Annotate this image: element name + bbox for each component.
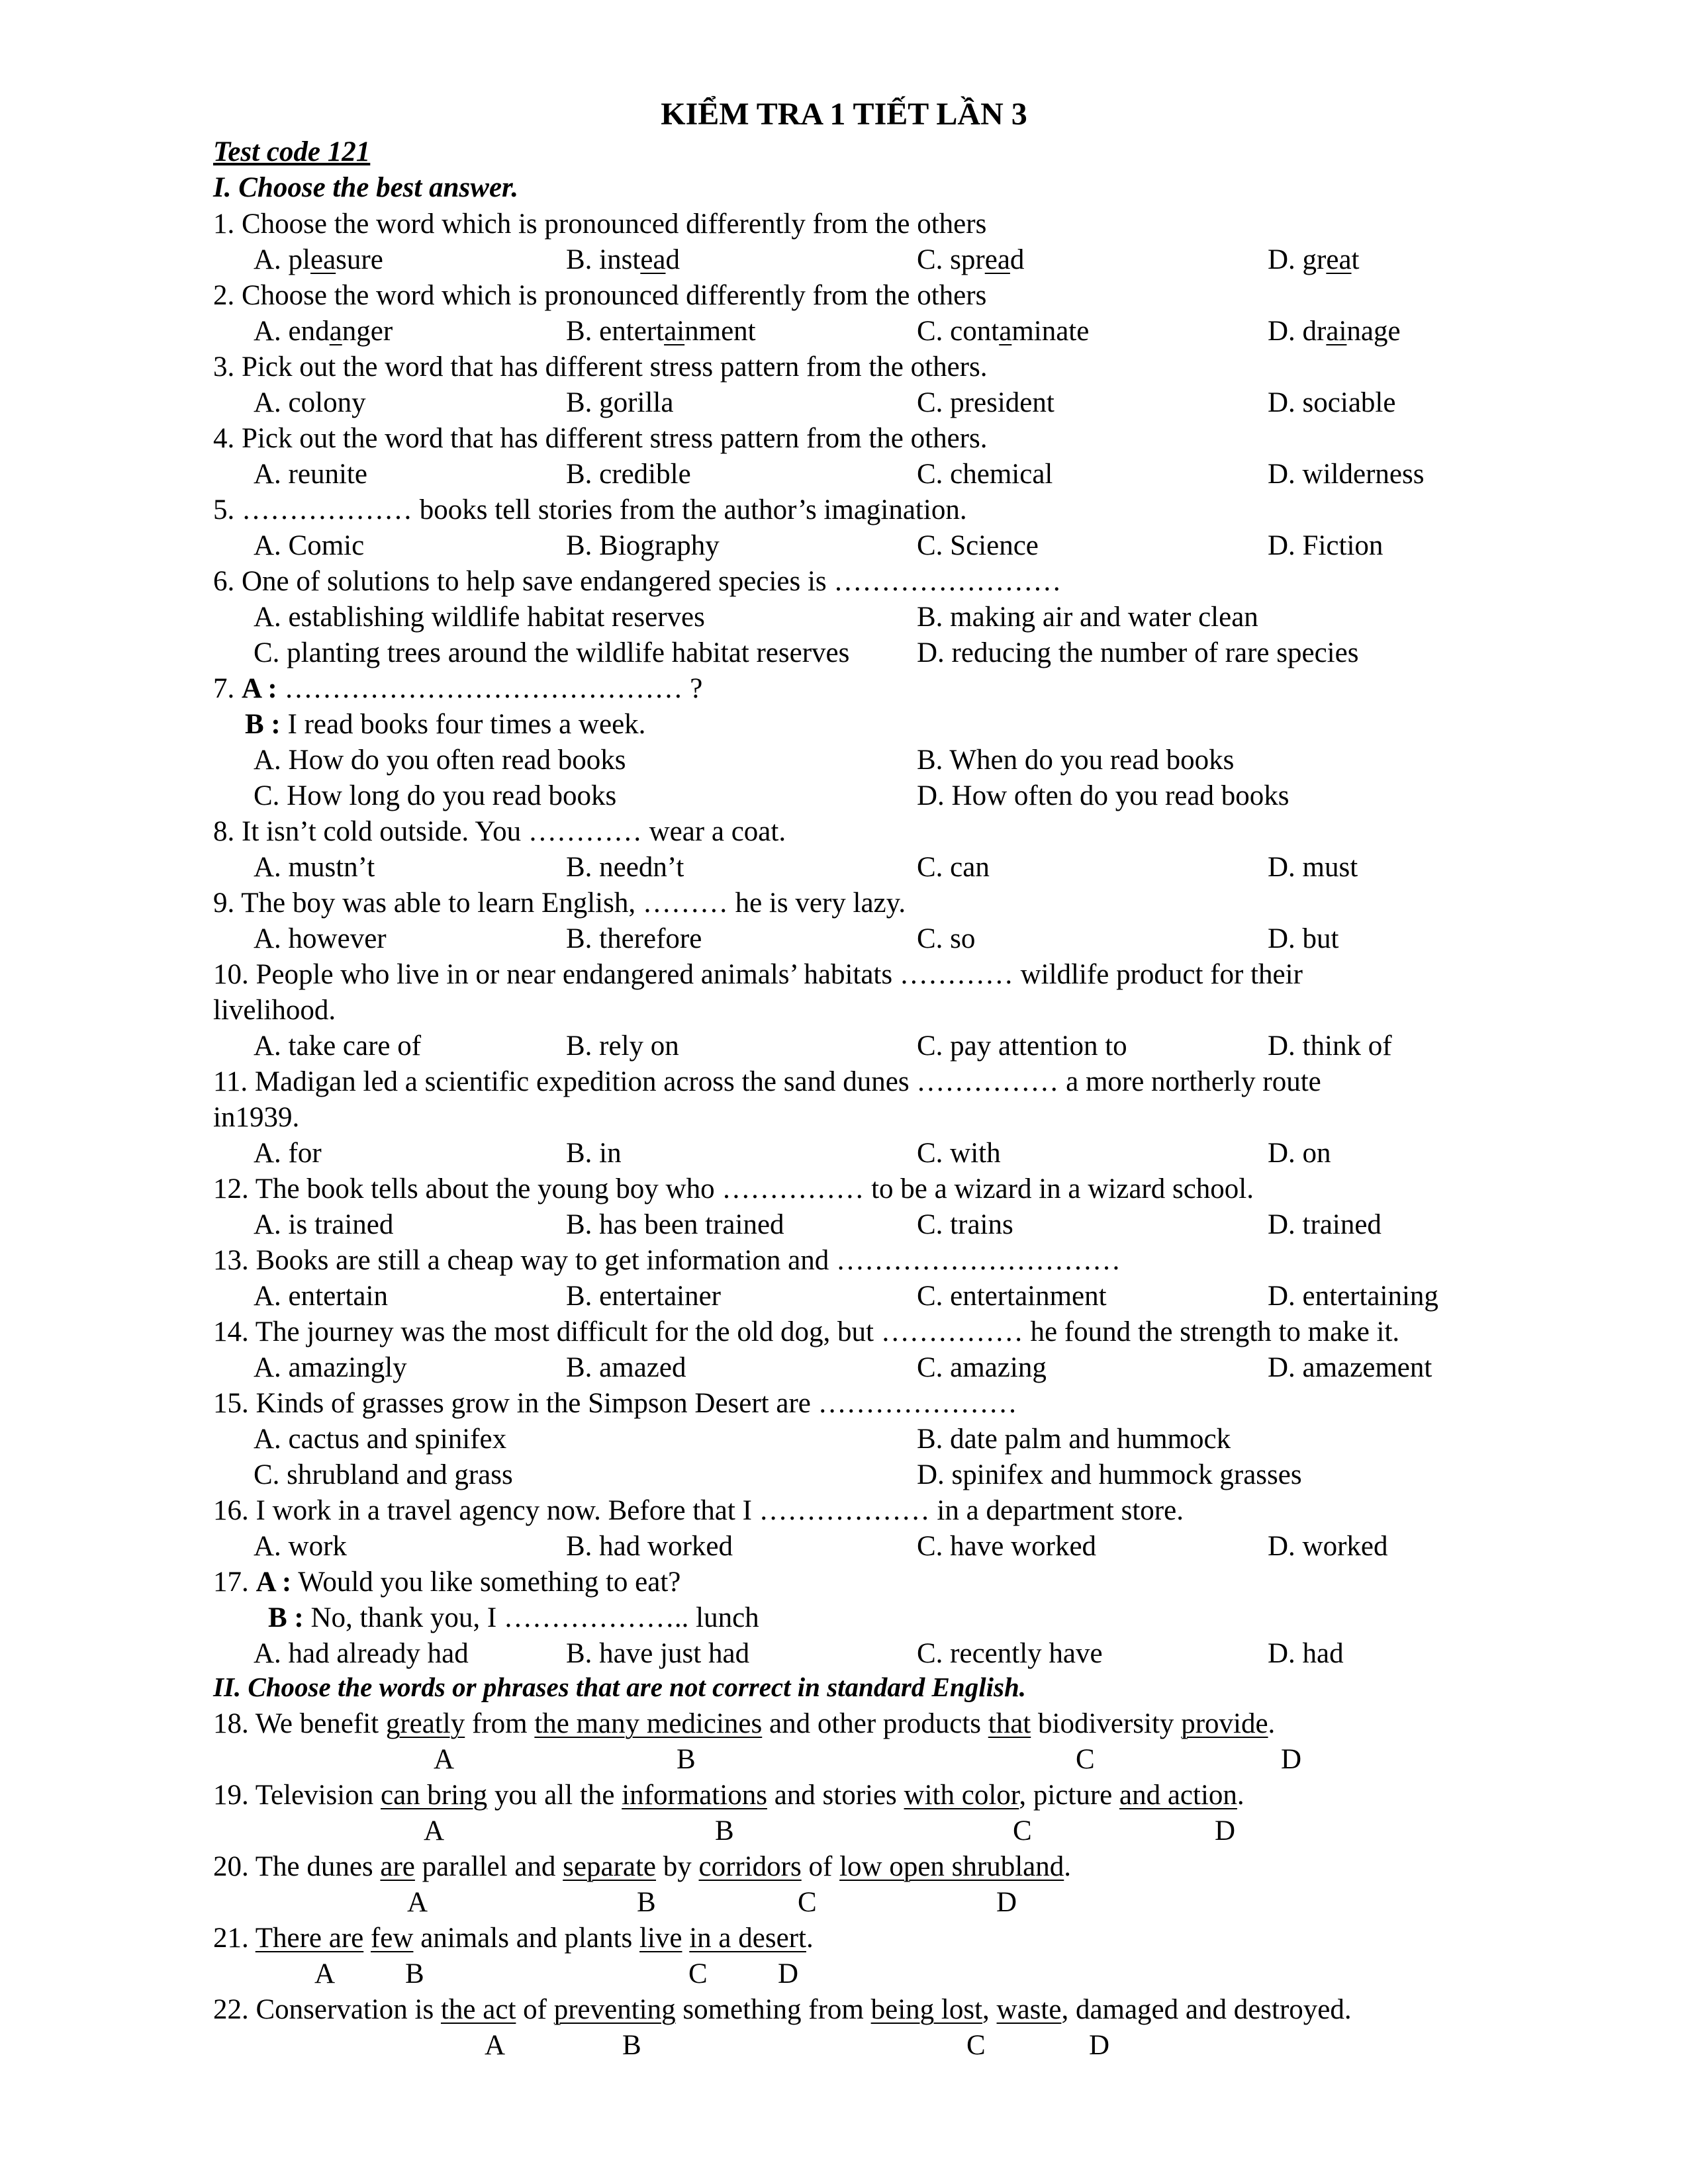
question-16-option-a: A. work xyxy=(254,1531,347,1562)
question-17-option-d: D. had xyxy=(1268,1638,1344,1669)
question-16-stem: 16. I work in a travel agency now. Before that I ……………… in a department store. xyxy=(213,1495,1184,1526)
question-5-option-d: D. Fiction xyxy=(1268,530,1383,561)
question-5-option-a: A. Comic xyxy=(254,530,365,561)
question-9-option-d: D. but xyxy=(1268,923,1339,954)
question-17-speaker-b: B : No, thank you, I ……………….. lunch xyxy=(268,1602,759,1633)
question-12-stem: 12. The book tells about the young boy who …………… to be a wizard in a wizard school. xyxy=(213,1173,1254,1205)
question-2-option-a: A. endanger xyxy=(254,316,393,347)
question-10-stem: 10. People who live in or near endangered animals’ habitats ………… wildlife product for their xyxy=(213,959,1303,990)
question-17-option-a: A. had already had xyxy=(254,1638,469,1669)
question-3-option-c: C. president xyxy=(917,387,1055,418)
question-9-option-a: A. however xyxy=(254,923,387,954)
question-7-option-a: A. How do you often read books xyxy=(254,745,626,776)
question-16-option-c: C. have worked xyxy=(917,1531,1097,1562)
question-2-option-b: B. entertainment xyxy=(566,316,756,347)
question-8-option-c: C. can xyxy=(917,852,990,883)
question-4-option-d: D. wilderness xyxy=(1268,459,1425,490)
question-14-option-b: B. amazed xyxy=(566,1352,686,1383)
question-9-stem: 9. The boy was able to learn English, ……… he is very lazy. xyxy=(213,887,906,919)
question-18-label-c: C xyxy=(1076,1744,1095,1775)
question-6-option-b: B. making air and water clean xyxy=(917,602,1258,633)
test-code: Test code 121 xyxy=(213,136,371,167)
question-15-option-d: D. spinifex and hummock grasses xyxy=(917,1459,1302,1490)
question-8-option-d: D. must xyxy=(1268,852,1358,883)
question-10-option-a: A. take care of xyxy=(254,1030,422,1062)
question-15-stem: 15. Kinds of grasses grow in the Simpson Desert are ………………… xyxy=(213,1388,1017,1419)
question-11-stem-continued: in1939. xyxy=(213,1102,300,1133)
question-9-option-c: C. so xyxy=(917,923,976,954)
question-2-option-d: D. drainage xyxy=(1268,316,1401,347)
question-7-speaker-a: 7. A : …………………………………… ? xyxy=(213,673,703,704)
question-18-label-a: A xyxy=(434,1744,455,1775)
question-12-option-b: B. has been trained xyxy=(566,1209,784,1240)
question-13-stem: 13. Books are still a cheap way to get information and ………………………… xyxy=(213,1245,1121,1276)
question-8-stem: 8. It isn’t cold outside. You ………… wear a coat. xyxy=(213,816,786,847)
question-3-option-a: A. colony xyxy=(254,387,366,418)
question-19-label-a: A xyxy=(424,1815,445,1846)
question-8-option-a: A. mustn’t xyxy=(254,852,375,883)
question-1-option-a: A. pleasure xyxy=(254,244,383,275)
question-5-option-b: B. Biography xyxy=(566,530,720,561)
question-22-label-a: A xyxy=(485,2030,506,2061)
question-12-option-d: D. trained xyxy=(1268,1209,1382,1240)
section-1-heading: I. Choose the best answer. xyxy=(213,172,519,203)
question-12-option-a: A. is trained xyxy=(254,1209,394,1240)
question-14-stem: 14. The journey was the most difficult for the old dog, but …………… he found the strength to make it. xyxy=(213,1316,1400,1347)
question-7-option-b: B. When do you read books xyxy=(917,745,1235,776)
page-title: KIỂM TRA 1 TIẾT LẦN 3 xyxy=(661,97,1027,132)
question-11-stem: 11. Madigan led a scientific expedition across the sand dunes …………… a more northerly route xyxy=(213,1066,1321,1097)
question-20-sentence: 20. The dunes are parallel and separate by corridors of low open shrubland. xyxy=(213,1851,1071,1882)
question-5-stem: 5. ……………… books tell stories from the author’s imagination. xyxy=(213,494,967,525)
question-10-option-b: B. rely on xyxy=(566,1030,679,1062)
question-3-stem: 3. Pick out the word that has different stress pattern from the others. xyxy=(213,351,988,383)
question-2-stem: 2. Choose the word which is pronounced differently from the others xyxy=(213,280,987,311)
question-20-label-c: C xyxy=(798,1887,817,1918)
question-7-speaker-b: B : I read books four times a week. xyxy=(245,709,646,740)
question-22-label-c: C xyxy=(966,2030,986,2061)
question-8-option-b: B. needn’t xyxy=(566,852,684,883)
question-7-option-d: D. How often do you read books xyxy=(917,780,1289,811)
question-20-label-b: B xyxy=(637,1887,656,1918)
question-21-label-d: D xyxy=(778,1958,799,1989)
question-13-option-c: C. entertainment xyxy=(917,1281,1107,1312)
question-10-option-d: D. think of xyxy=(1268,1030,1392,1062)
question-15-option-c: C. shrubland and grass xyxy=(254,1459,513,1490)
question-15-option-a: A. cactus and spinifex xyxy=(254,1424,507,1455)
question-19-sentence: 19. Television can bring you all the informations and stories with color, picture and action. xyxy=(213,1780,1244,1811)
question-14-option-a: A. amazingly xyxy=(254,1352,407,1383)
question-3-option-d: D. sociable xyxy=(1268,387,1396,418)
question-18-label-d: D xyxy=(1281,1744,1302,1775)
question-15-option-b: B. date palm and hummock xyxy=(917,1424,1231,1455)
question-11-option-c: C. with xyxy=(917,1138,1001,1169)
question-20-label-a: A xyxy=(407,1887,428,1918)
question-6-stem: 6. One of solutions to help save endangered species is …………………… xyxy=(213,566,1062,597)
question-11-option-d: D. on xyxy=(1268,1138,1331,1169)
question-6-option-c: C. planting trees around the wildlife habitat reserves xyxy=(254,637,850,668)
question-13-option-b: B. entertainer xyxy=(566,1281,722,1312)
question-21-label-a: A xyxy=(314,1958,336,1989)
question-14-option-c: C. amazing xyxy=(917,1352,1047,1383)
question-10-option-c: C. pay attention to xyxy=(917,1030,1127,1062)
question-21-label-b: B xyxy=(405,1958,424,1989)
question-6-option-d: D. reducing the number of rare species xyxy=(917,637,1359,668)
question-4-option-c: C. chemical xyxy=(917,459,1053,490)
question-12-option-c: C. trains xyxy=(917,1209,1013,1240)
question-6-option-a: A. establishing wildlife habitat reserves xyxy=(254,602,705,633)
question-1-option-d: D. great xyxy=(1268,244,1360,275)
question-18-sentence: 18. We benefit greatly from the many medicines and other products that biodiversity provide. xyxy=(213,1708,1276,1739)
question-9-option-b: B. therefore xyxy=(566,923,702,954)
question-21-label-c: C xyxy=(688,1958,708,1989)
question-19-label-d: D xyxy=(1215,1815,1236,1846)
question-16-option-b: B. had worked xyxy=(566,1531,733,1562)
question-22-label-d: D xyxy=(1089,2030,1110,2061)
question-4-option-b: B. credible xyxy=(566,459,691,490)
question-17-option-c: C. recently have xyxy=(917,1638,1103,1669)
question-4-stem: 4. Pick out the word that has different stress pattern from the others. xyxy=(213,423,988,454)
question-10-stem-continued: livelihood. xyxy=(213,995,336,1026)
question-14-option-d: D. amazement xyxy=(1268,1352,1432,1383)
question-18-label-b: B xyxy=(677,1744,696,1775)
question-13-option-d: D. entertaining xyxy=(1268,1281,1438,1312)
question-11-option-b: B. in xyxy=(566,1138,622,1169)
question-19-label-b: B xyxy=(715,1815,734,1846)
question-1-stem: 1. Choose the word which is pronounced differently from the others xyxy=(213,208,987,240)
question-3-option-b: B. gorilla xyxy=(566,387,674,418)
question-22-sentence: 22. Conservation is the act of preventing something from being lost, waste, damaged and destroyed. xyxy=(213,1994,1352,2025)
question-13-option-a: A. entertain xyxy=(254,1281,388,1312)
question-1-option-c: C. spread xyxy=(917,244,1025,275)
question-7-option-c: C. How long do you read books xyxy=(254,780,617,811)
question-2-option-c: C. contaminate xyxy=(917,316,1090,347)
section-2-heading: II. Choose the words or phrases that are not correct in standard English. xyxy=(213,1672,1026,1702)
question-17-speaker-a: 17. A : Would you like something to eat? xyxy=(213,1567,681,1598)
question-20-label-d: D xyxy=(996,1887,1017,1918)
question-19-label-c: C xyxy=(1013,1815,1032,1846)
question-1-option-b: B. instead xyxy=(566,244,680,275)
question-22-label-b: B xyxy=(622,2030,641,2061)
question-5-option-c: C. Science xyxy=(917,530,1039,561)
question-21-sentence: 21. There are few animals and plants live in a desert. xyxy=(213,1923,814,1954)
question-11-option-a: A. for xyxy=(254,1138,322,1169)
question-17-option-b: B. have just had xyxy=(566,1638,750,1669)
question-16-option-d: D. worked xyxy=(1268,1531,1388,1562)
question-4-option-a: A. reunite xyxy=(254,459,367,490)
